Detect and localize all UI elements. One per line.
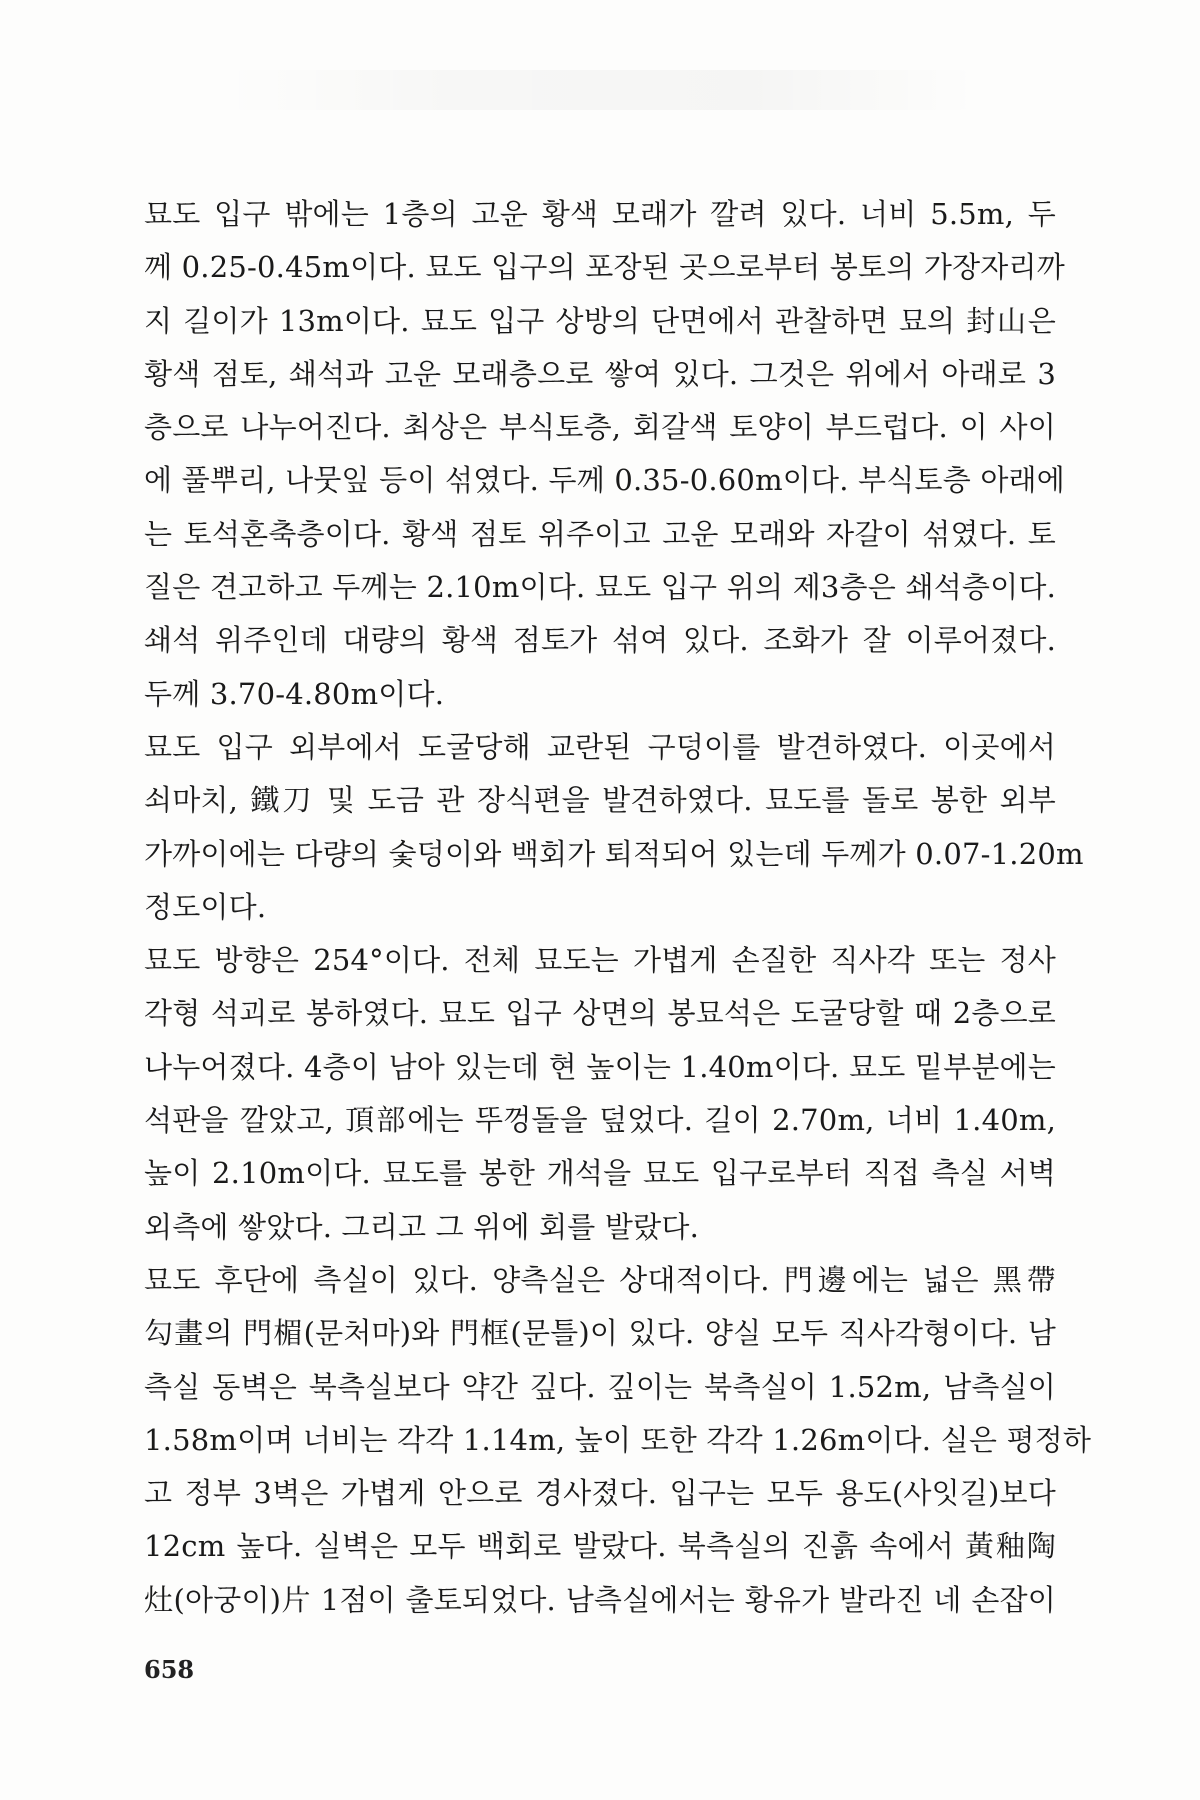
text-line: 1.58m이며 너비는 각각 1.14m, 높이 또한 각각 1.26m이다. 실은 평정하: [144, 1422, 1092, 1457]
text-line: 勾畫의 門楣(문처마)와 門框(문틀)이 있다. 양실 모두 직사각형이다. 남: [144, 1316, 1056, 1351]
text-line: 12cm 높다. 실벽은 모두 백회로 발랐다. 북측실의 진흙 속에서 黃釉陶: [144, 1529, 1056, 1564]
text-line: 고 정부 3벽은 가볍게 안으로 경사졌다. 입구는 모두 용도(사잇길)보다: [144, 1476, 1056, 1511]
text-line: 나누어졌다. 4층이 남아 있는데 현 높이는 1.40m이다. 묘도 밑부분에는: [144, 1049, 1056, 1084]
text-line: 묘도 입구 외부에서 도굴당해 교란된 구덩이를 발견하였다. 이곳에서: [144, 729, 1056, 764]
text-line: 묘도 방향은 254°이다. 전체 묘도는 가볍게 손질한 직사각 또는 정사: [144, 943, 1056, 978]
body-text: [144, 188, 1092, 1627]
text-line: 께 0.25-0.45m이다. 묘도 입구의 포장된 곳으로부터 봉토의 가장자리까: [144, 250, 1065, 285]
text-line: 가까이에는 다량의 숯덩이와 백회가 퇴적되어 있는데 두께가 0.07-1.20m: [144, 836, 1084, 871]
text-line: 황색 점토, 쇄석과 고운 모래층으로 쌓여 있다. 그것은 위에서 아래로 3: [144, 356, 1056, 391]
text-line: 灶(아궁이)片 1점이 출토되었다. 남측실에서는 황유가 발라진 네 손잡이: [144, 1582, 1056, 1617]
text-line: 묘도 입구 밖에는 1층의 고운 황색 모래가 깔려 있다. 너비 5.5m, 두: [144, 197, 1056, 231]
text-line: 는 토석혼축층이다. 황색 점토 위주이고 고운 모래와 자갈이 섞였다. 토: [144, 516, 1056, 551]
text-line: 지 길이가 13m이다. 묘도 입구 상방의 단면에서 관찰하면 묘의 封山은: [144, 303, 1056, 338]
text-line: 묘도 후단에 측실이 있다. 양측실은 상대적이다. 門邊에는 넓은 黑帶: [144, 1262, 1056, 1297]
text-line: 석판을 깔았고, 頂部에는 뚜껑돌을 덮었다. 길이 2.70m, 너비 1.40m,: [144, 1103, 1056, 1138]
text-line: 쇠마치, 鐵刀 및 도금 관 장식편을 발견하였다. 묘도를 돌로 봉한 외부: [144, 783, 1056, 818]
text-line: 에 풀뿌리, 나뭇잎 등이 섞였다. 두께 0.35-0.60m이다. 부식토층 아래에: [144, 463, 1065, 498]
text-line: 각형 석괴로 봉하였다. 묘도 입구 상면의 봉묘석은 도굴당할 때 2층으로: [144, 996, 1056, 1031]
page-number: 658: [144, 1655, 195, 1684]
text-line: 외측에 쌓았다. 그리고 그 위에 회를 발랐다.: [144, 1209, 699, 1244]
text-line: 정도이다.: [144, 889, 267, 924]
text-line: 높이 2.10m이다. 묘도를 봉한 개석을 묘도 입구로부터 직접 측실 서벽: [144, 1156, 1056, 1191]
text-line: 측실 동벽은 북측실보다 약간 깊다. 깊이는 북측실이 1.52m, 남측실이: [144, 1369, 1056, 1404]
scan-shadow: [220, 70, 980, 110]
text-line: 질은 견고하고 두께는 2.10m이다. 묘도 입구 위의 제3층은 쇄석층이다.: [144, 570, 1056, 605]
text-line: 층으로 나누어진다. 최상은 부식토층, 회갈색 토양이 부드럽다. 이 사이: [144, 410, 1056, 445]
text-line: 쇄석 위주인데 대량의 황색 점토가 섞여 있다. 조화가 잘 이루어졌다.: [144, 623, 1056, 658]
text-line: 두께 3.70-4.80m이다.: [144, 676, 445, 711]
